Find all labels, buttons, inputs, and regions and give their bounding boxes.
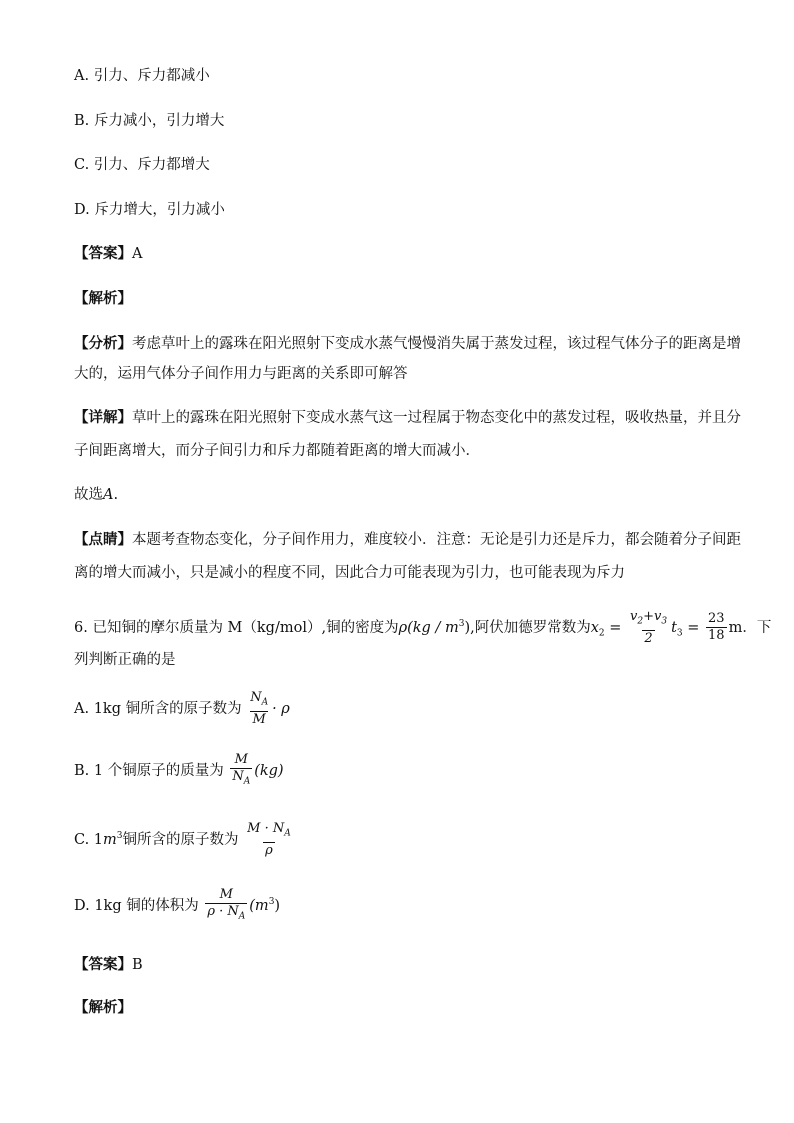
option-b-text: B. 1 个铜原子的质量为	[74, 762, 224, 779]
q6-analysis-label	[74, 998, 132, 1018]
q5-dianjing-line1	[74, 530, 741, 550]
analysis-label: 【解析】	[74, 290, 132, 307]
q6-stem-text: 6. 已知铜的摩尔质量为 M（kg/mol）,铜的密度为	[74, 619, 399, 636]
x2-symbol: x	[590, 619, 599, 636]
option-c-fraction: $\frac{M \cdot N_A}{\rho}$	[247, 821, 291, 858]
q5-option-c: C. 引力、斥力都增大	[74, 157, 210, 173]
xiangjie-text: 草叶上的露珠在阳光照射下变成水蒸气这一过程属于物态变化中的蒸发过程，吸收热量，并且分	[132, 410, 741, 426]
option-a-tail: · ρ	[272, 700, 290, 717]
xiangjie-label: 【详解】	[74, 409, 132, 426]
q6-answer	[74, 955, 143, 975]
q6-analysis-text: 【解析】	[74, 999, 132, 1016]
option-d-denominator: ρ · N	[207, 904, 239, 920]
fenxi-label: 【分析】	[74, 335, 132, 352]
choose-letter: A	[103, 487, 114, 503]
fenxi-text: 考虑草叶上的露珠在阳光照射下变成水蒸气慢慢消失属于蒸发过程，该过程气体分子的距离是增	[132, 336, 741, 352]
q6-answer-label: 【答案】	[74, 956, 132, 973]
unit-m: m．下	[728, 619, 772, 636]
dianjing-label: 【点睛】	[74, 531, 132, 548]
plus-v3: +v	[643, 609, 662, 625]
equals-sign: =	[609, 619, 622, 636]
option-c-prefix: C. 1	[74, 831, 104, 848]
option-d-fraction: $\frac{M}{\rho \cdot N_A}$	[205, 887, 247, 925]
q6-answer-value: B	[132, 957, 143, 973]
option-d-tail: (m	[249, 897, 269, 914]
option-d-text: D. 1kg 铜的体积为	[74, 897, 199, 914]
q5-option-d: D. 斥力增大，引力减小	[74, 202, 225, 218]
number-fraction	[706, 611, 727, 644]
q6-option-c: C. $1m^3$铜所含的原子数为 $\frac{M \cdot N_A}{\rho}$	[74, 821, 291, 858]
q5-analysis-label	[74, 289, 132, 309]
q6-option-a	[74, 690, 290, 728]
fraction-denominator: 2	[644, 630, 653, 646]
option-c-numerator: M · N	[247, 821, 285, 837]
option-a-denominator: M	[252, 711, 266, 727]
v2-symbol: v	[630, 609, 638, 625]
q6-stem-line2: 列判断正确的是	[74, 652, 176, 668]
choose-text: 故选	[74, 487, 103, 503]
dianjing-text: 本题考查物态变化，分子间作用力，难度较小．注意：无论是引力还是斥力，都会随着分子间距	[132, 532, 741, 548]
option-c-denominator: ρ	[265, 842, 273, 858]
fraction2-numerator: 23	[708, 611, 725, 627]
fraction2-denominator: 18	[708, 628, 725, 644]
option-c-text: 铜所含的原子数为	[122, 831, 239, 848]
equals-sign-2: =	[687, 619, 700, 636]
option-c-m: m	[103, 831, 117, 848]
option-b-tail: (kg)	[254, 762, 284, 779]
q6-stem-line1: 6. 已知铜的摩尔质量为 M（kg/mol）,铜的密度为$\rho(kg / m^3)$,阿伏加德罗常数为$x_2$ = $\frac{v_2+v_3}{2}$ $t_3$ = $\frac{23}{18}$ m．下	[74, 609, 772, 646]
option-a-fraction: $\frac{N_A}{M}$	[250, 690, 269, 727]
q6-option-d: D. 1kg 铜的体积为 $\frac{M}{\rho \cdot N_A}$ $(m^3)$	[74, 884, 280, 925]
option-b-fraction: $\frac{M}{N_A}$	[230, 752, 252, 790]
q6-option-b	[74, 752, 284, 790]
q5-answer	[74, 244, 142, 264]
q5-dianjing-line2: 离的增大而减小，只是减小的程度不同，因此合力可能表现为引力，也可能表现为斥力	[74, 565, 625, 581]
option-b-numerator: M	[234, 752, 248, 767]
q5-fenxi-line2: 大的，运用气体分子间作用力与距离的关系即可解答	[74, 366, 408, 382]
rho-symbol: ρ	[398, 619, 408, 636]
q5-choose: 故选A.	[74, 487, 119, 503]
q5-option-a: A. 引力、斥力都减小	[74, 68, 210, 84]
q5-xiangjie-line1	[74, 408, 741, 428]
q5-xiangjie-line2: 子间距离增大，而分子间引力和斥力都随着距离的增大而减小．	[74, 443, 480, 459]
q5-option-b: B. 斥力减小，引力增大	[74, 113, 225, 129]
option-a-text: A. 1kg 铜所含的原子数为	[74, 700, 242, 717]
q6-stem-text2: ,阿伏加德罗常数为	[470, 619, 591, 636]
q5-fenxi-line1	[74, 334, 741, 354]
rho-unit: (kg / m	[407, 619, 459, 636]
velocity-fraction: $\frac{v_2+v_3}{2}$	[630, 609, 668, 646]
answer-label: 【答案】	[74, 245, 132, 262]
t3-symbol: t	[671, 619, 677, 636]
option-d-numerator: M	[219, 887, 233, 903]
option-b-denominator: N	[232, 769, 244, 784]
option-a-numerator: N	[250, 690, 262, 705]
answer-value: A	[132, 246, 143, 262]
